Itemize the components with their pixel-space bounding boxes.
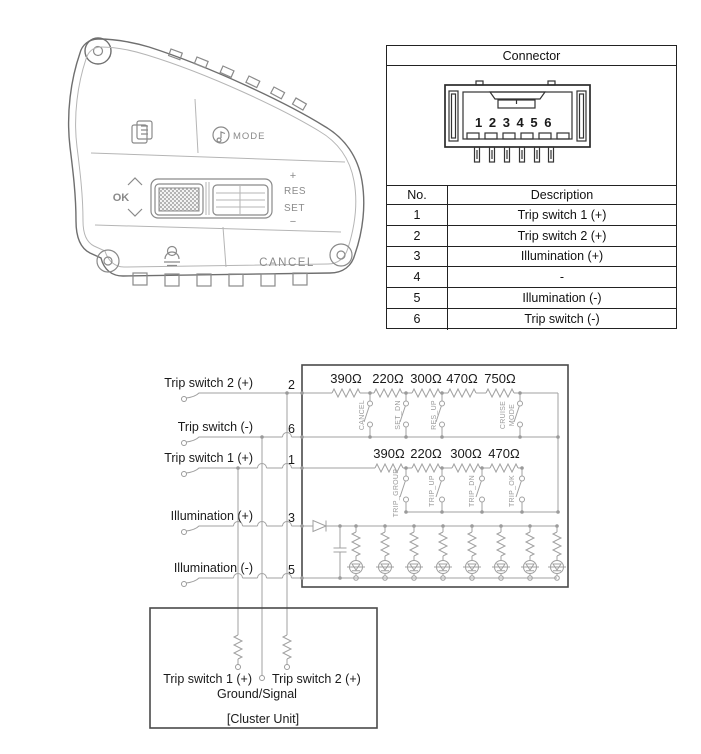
pin-no: 5	[387, 288, 448, 308]
mode-label: MODE	[233, 131, 266, 142]
switch-label: TRIP_GROUP	[393, 468, 400, 518]
pin-no: 6	[387, 309, 448, 330]
table-row	[387, 288, 676, 309]
switch-label: CANCEL	[359, 399, 366, 431]
illumination-led	[405, 524, 423, 580]
pin-description: Illumination (-)	[522, 291, 602, 306]
trip-ladder-text	[373, 446, 520, 517]
res-label: RES	[284, 186, 307, 197]
resistor-value: 470Ω	[488, 446, 520, 461]
cruise-ladder-text	[330, 371, 516, 430]
chevron-up-icon	[128, 178, 142, 185]
illumination-led	[492, 524, 510, 580]
steering-switch-illustration	[25, 35, 370, 335]
illumination-led	[347, 524, 365, 580]
mode-button[interactable]	[213, 127, 266, 143]
button-gap-top	[195, 99, 198, 153]
pin-description: Trip switch (-)	[524, 312, 600, 327]
capacitor	[334, 526, 347, 578]
description-header: Description	[530, 188, 594, 202]
pin-no: 4	[387, 267, 448, 287]
resistor-value: 470Ω	[446, 371, 478, 386]
switch-label: CRUISE	[500, 400, 507, 430]
pin-label: Illumination (-)	[173, 561, 253, 575]
illumination-led	[521, 524, 539, 580]
foot-left	[97, 250, 119, 272]
table-row	[387, 226, 676, 247]
pin-label: Trip switch 2 (+)	[164, 376, 253, 390]
pin-number: 5	[288, 563, 295, 577]
resistor-value: 390Ω	[373, 446, 405, 461]
pin-label: Trip switch (-)	[177, 420, 253, 434]
connector-drawing-cell	[387, 66, 676, 186]
pin-number: 3	[288, 511, 295, 525]
diode	[313, 521, 326, 532]
pin-description: Trip switch 2 (+)	[517, 228, 607, 243]
illumination-led	[434, 524, 452, 580]
pin-description: -	[559, 270, 565, 285]
circuit-diagram	[0, 345, 701, 754]
illumination-row	[302, 521, 566, 581]
band-divider-2	[95, 225, 341, 232]
cancel-button[interactable]: CANCEL	[259, 257, 315, 269]
switch-label: SET_DN	[395, 400, 402, 430]
resistor-value: 220Ω	[410, 446, 442, 461]
connector-title: Connector	[387, 46, 676, 66]
switch-label: TRIP_DN	[469, 474, 476, 508]
connector-pinout-drawing	[387, 66, 675, 184]
cluster-unit-box	[150, 608, 377, 728]
chevron-down-icon	[128, 209, 142, 216]
menu-button[interactable]	[132, 121, 152, 143]
resistor-value: 300Ω	[450, 446, 482, 461]
connector-pin-numbers: 1 2 3 4 5 6	[475, 115, 553, 130]
cluster-ground-label: Ground/Signal	[217, 687, 297, 701]
table-row	[387, 267, 676, 288]
band-divider-1	[91, 153, 345, 162]
pin-label: Illumination (+)	[170, 509, 253, 523]
illumination-led	[548, 524, 566, 580]
plus-label: +	[289, 170, 297, 182]
resistor-value: 220Ω	[372, 371, 404, 386]
switch-body-outline	[69, 38, 364, 286]
pin-no: 1	[387, 205, 448, 225]
pin-no: 3	[387, 247, 448, 267]
no-header: No.	[387, 186, 448, 204]
switch-label: TRIP_OK	[509, 474, 516, 508]
top-edge-tabs	[169, 49, 307, 110]
table-row	[387, 247, 676, 268]
ok-label: OK	[112, 192, 130, 204]
switch-label: TRIP_UP	[429, 475, 436, 507]
connector-pins	[475, 147, 554, 162]
pin-table-header	[387, 186, 676, 205]
cluster-unit-title: [Cluster Unit]	[226, 712, 300, 726]
pin-number: 2	[288, 378, 295, 392]
resistor-value: 390Ω	[330, 371, 362, 386]
switch-label: RES_UP	[431, 400, 438, 430]
minus-label: −	[289, 216, 297, 228]
cluster-trip1-label: Trip switch 1 (+)	[163, 672, 252, 686]
pin-number: 6	[288, 422, 295, 436]
resistor-value: 750Ω	[484, 371, 516, 386]
table-row	[387, 205, 676, 226]
connector-panel	[386, 45, 677, 329]
foot-right	[330, 244, 352, 266]
set-label: SET	[284, 203, 305, 214]
scroll-wheel[interactable]	[151, 179, 272, 218]
ok-rocker[interactable]	[113, 178, 142, 216]
cluster-trip2-label: Trip switch 2 (+)	[272, 672, 361, 686]
voice-button[interactable]	[164, 247, 180, 266]
pin-number: 1	[288, 453, 295, 467]
pin-description: Trip switch 1 (+)	[517, 207, 607, 222]
illumination-led	[376, 524, 394, 580]
cluster-wires	[234, 391, 291, 680]
table-row	[387, 309, 676, 330]
res-set-switch[interactable]	[284, 170, 306, 228]
illumination-led	[463, 524, 481, 580]
switch-label: MODE	[509, 403, 516, 427]
button-gap-bottom	[223, 227, 226, 267]
connector-bottom-notches	[467, 133, 569, 139]
pin-label: Trip switch 1 (+)	[164, 451, 253, 465]
pin-no: 2	[387, 226, 448, 246]
pin-description: Illumination (+)	[520, 249, 604, 264]
resistor-value: 300Ω	[410, 371, 442, 386]
